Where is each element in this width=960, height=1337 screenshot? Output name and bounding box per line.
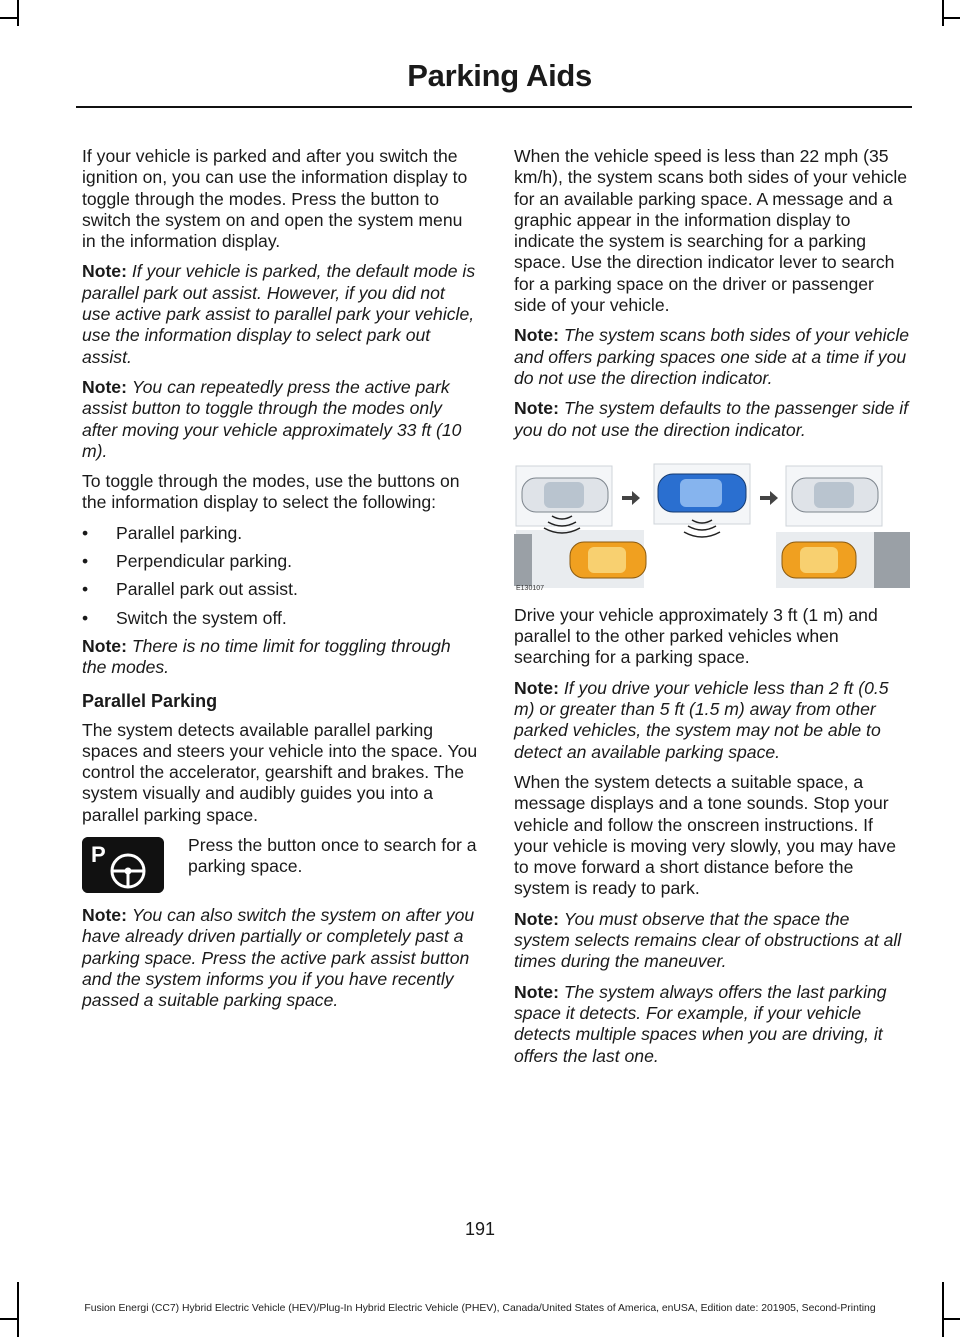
- page-title: Parking Aids: [407, 58, 592, 93]
- page-number: 191: [464, 1219, 496, 1239]
- note-last-space: Note: The system always offers the last parking space it detects. For example, if your vehicle detects multiple spaces when you are driving, it offers the last one.: [514, 981, 887, 1066]
- note-default-mode: Note: If your vehicle is parked, the default mode is parallel park out assist. However, if you did not use active park assist to parallel park your vehicle, use the information display to select park out assist.: [82, 261, 476, 367]
- page-footer: Fusion Energi (CC7) Hybrid Electric Vehicle (HEV)/Plug-In Hybrid Electric Vehicle (PHEV), Canada/United States of America, enUSA, Edition date: 201905, Second-Printing: [84, 1303, 876, 1314]
- intro-paragraph: If your vehicle is parked and after you switch the ignition on, you can use the information display to toggle through the modes. Press the button to switch the system on and open the system menu in the information display.: [82, 146, 468, 252]
- list-item: • Perpendicular parking.: [82, 551, 478, 572]
- note-scan-both-sides: Note: The system scans both sides of your vehicle and offers parking spaces one side at a time if you do not use the direction indicator.: [514, 325, 910, 388]
- orange-car-icon: [782, 542, 856, 578]
- left-column: [82, 146, 478, 1021]
- crop-mark: [17, 0, 19, 26]
- figure-code: E130107: [516, 584, 545, 592]
- note-switch-after: Note: You can also switch the system on after you have already driven partially or completely past a parking space. Press the active park assist button and the system informs you if you have recently passed a suitable parking space.: [82, 905, 475, 1011]
- orange-car-icon: [570, 542, 646, 578]
- parallel-description: The system detects available parallel parking spaces and steers your vehicle into the space. You control the accelerator, gearshift and brakes. The system visually and audibly guides you into a parallel parking space.: [82, 719, 478, 825]
- silver-car-icon: [792, 478, 878, 512]
- toggle-intro: To toggle through the modes, use the buttons on the information display to select the following:: [82, 471, 460, 513]
- park-button-row: [82, 835, 478, 893]
- note-repeat-press: Note: You can repeatedly press the active park assist button to toggle through the modes only after moving your vehicle approximately 33 ft (10 m).: [82, 376, 462, 461]
- speed-paragraph: When the vehicle speed is less than 22 mph (35 km/h), the system scans both sides of your vehicle for an available parking space. A message and a graphic appear in the information display to indicate the system is searching for a parking space. Use the direction indicator lever to search for a parking space on the driver or passenger side of your vehicle.: [514, 146, 908, 316]
- arrow-right-icon: [622, 491, 640, 505]
- header-divider: [76, 106, 912, 108]
- mode-list: [82, 523, 478, 629]
- crop-mark: [0, 1318, 17, 1320]
- drive-paragraph: Drive your vehicle approximately 3 ft (1 m) and parallel to the other parked vehicles when searching for a parking space.: [514, 604, 878, 668]
- detect-paragraph: When the system detects a suitable space, a message displays and a tone sounds. Stop your vehicle and follow the onscreen instructions. If your vehicle is moving very slowly, you may have to move forward a short distance before the system is ready to park.: [514, 771, 896, 899]
- note-distance: Note: If you drive your vehicle less than 2 ft (0.5 m) or greater than 5 ft (1.5 m) away from other parked vehicles, the system may not be able to detect an available parking space.: [514, 677, 889, 762]
- right-column: [514, 146, 910, 1076]
- note-passenger-default: Note: The system defaults to the passenger side if you do not use the direction indicator.: [514, 398, 909, 440]
- press-button-text: Press the button once to search for a parking space.: [188, 835, 477, 877]
- section-heading: Parallel Parking: [82, 690, 218, 711]
- arrow-right-icon: [760, 491, 778, 505]
- park-letter: P: [91, 842, 106, 868]
- crop-mark: [944, 1318, 960, 1320]
- blue-car-icon: [658, 474, 746, 512]
- list-item: • Switch the system off.: [82, 608, 478, 629]
- crop-mark: [944, 17, 960, 19]
- silver-car-icon: [522, 478, 608, 512]
- list-item: • Parallel parking.: [82, 523, 478, 544]
- active-park-assist-icon: [82, 837, 164, 893]
- crop-mark: [942, 0, 944, 26]
- note-observe-space: Note: You must observe that the space the system selects remains clear of obstructions at all times during the maneuver.: [514, 908, 902, 972]
- parking-search-illustration: [514, 452, 910, 592]
- list-item: • Parallel park out assist.: [82, 579, 478, 600]
- note-no-time-limit: Note: There is no time limit for toggling through the modes.: [82, 635, 451, 678]
- crop-mark: [0, 17, 17, 19]
